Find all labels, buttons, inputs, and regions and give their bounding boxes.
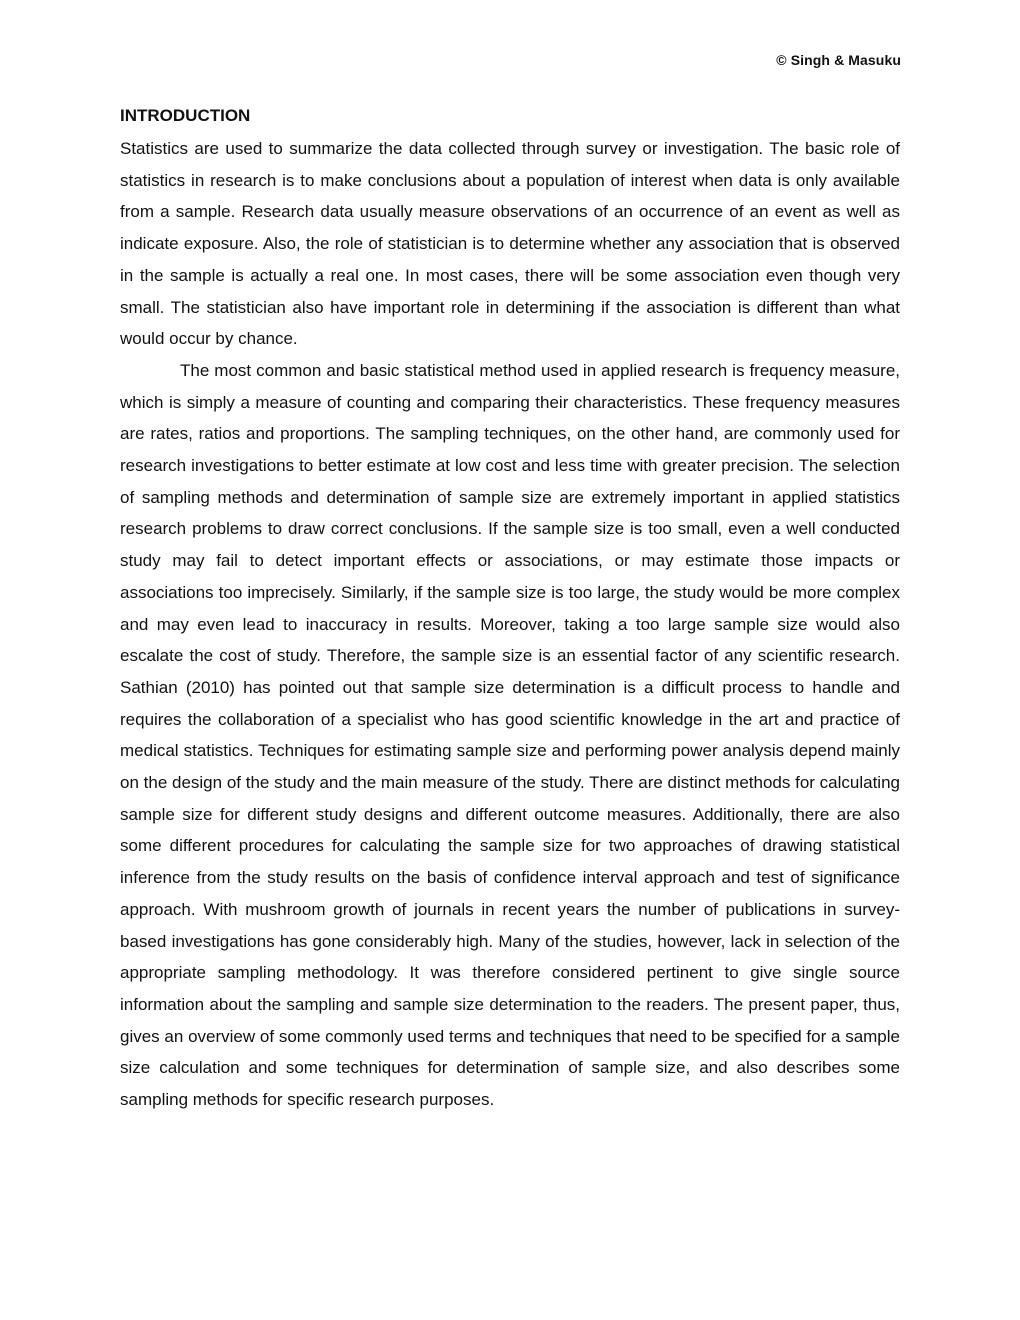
paragraph-2: The most common and basic statistical method used in applied research is frequency measure, which is simply a measure of counting and comparing their characteristics. These frequency measures are rates, ratios and proportions. The sampling techniques, on the other hand, are commonly used for research investigations to better estimate at low cost and less time with greater precision. The selection of sampling methods and determination of sample size are extremely important in applied statistics research problems to draw correct conclusions. If the sample size is too small, even a well conducted study may fail to detect important effects or associations, or may estimate those impacts or associations too imprecisely. Similarly, if the sample size is too large, the study would be more complex and may even lead to inaccuracy in results. Moreover, taking a too large sample size would also escalate the cost of study. Therefore, the sample size is an essential factor of any scientific research. Sathian (2010) has pointed out that sample size determination is a difficult process to handle and requires the collaboration of a specialist who has good scientific knowledge in the art and practice of medical statistics. Techniques for estimating sample size and performing power analysis depend mainly on the design of the study and the main measure of the study. There are distinct methods for calculating sample size for different study designs and different outcome measures. Additionally, there are also some different procedures for calculating the sample size for two approaches of drawing statistical inference from the study results on the basis of confidence interval approach and test of significance approach. With mushroom growth of journals in recent years the number of publications in survey-based investigations has gone considerably high. Many of the studies, however, lack in selection of the appropriate sampling methodology. It was therefore considered pertinent to give single source information about the sampling and sample size determination to the readers. The present paper, thus, gives an overview of some commonly used terms and techniques that need to be specified for a sample size calculation and some techniques for determination of sample size, and also describes some sampling methods for specific research purposes. bbox=[120, 360, 900, 1110]
copyright-header: © Singh & Masuku bbox=[776, 52, 901, 68]
section-heading: INTRODUCTION bbox=[120, 106, 251, 125]
body-text bbox=[120, 133, 900, 1116]
paragraph-1: Statistics are used to summarize the data collected through survey or investigation. The basic role of statistics in research is to make conclusions about a population of interest when data is only available from a sample. Research data usually measure observations of an occurrence of an event as well as indicate exposure. Also, the role of statistician is to determine whether any association that is observed in the sample is actually a real one. In most cases, there will be some association even though very small. The statistician also have important role in determining if the association is different than what would occur by chance. bbox=[120, 139, 900, 349]
